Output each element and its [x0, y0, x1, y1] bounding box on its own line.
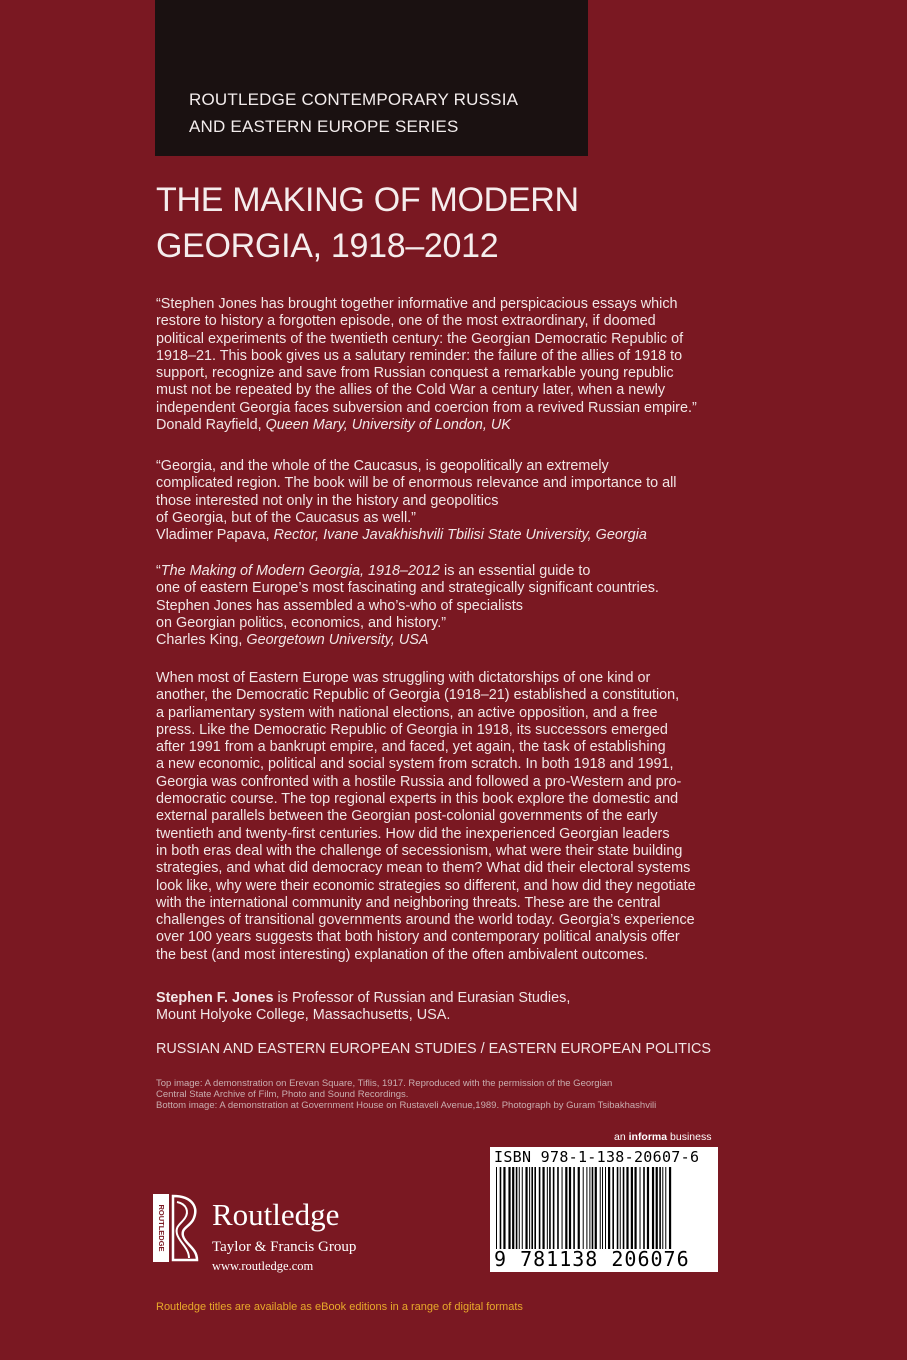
publisher-name: Routledge [212, 1197, 340, 1232]
barcode-bar [662, 1167, 663, 1249]
barcode-bar [595, 1167, 597, 1249]
quote-line: restore to history a forgotten episode, one of the most extraordinary, if doomed [156, 313, 656, 330]
barcode-bar [573, 1167, 575, 1249]
publisher-group: Taylor & Francis Group [212, 1239, 357, 1255]
quote-line: “Georgia, and the whole of the Caucasus, is geopolitically an extremely [156, 458, 609, 474]
quote-attribution [156, 417, 736, 434]
barcode-bar [578, 1167, 580, 1249]
informa-tagline [614, 1131, 711, 1143]
barcode-bar [562, 1167, 563, 1249]
barcode-bar [600, 1167, 601, 1249]
barcode-bar [631, 1167, 633, 1249]
book-description [156, 670, 736, 964]
book-title-line-1: THE MAKING OF MODERN [156, 181, 579, 219]
series-line-2: AND EASTERN EUROPE SERIES [189, 117, 459, 136]
credit-line: Central State Archive of Film, Photo and Sound Recordings. [156, 1089, 409, 1100]
endorsement-2 [156, 458, 736, 544]
description-line: When most of Eastern Europe was struggling with dictatorships of one kind or [156, 670, 651, 686]
isbn-barcode [490, 1147, 718, 1272]
barcode-bar [525, 1167, 527, 1249]
barcode-bar [531, 1167, 533, 1249]
quote-author: Vladimer Papava, [156, 527, 274, 544]
barcode-bar [608, 1167, 610, 1249]
book-title-line-2: GEORGIA, 1918–2012 [156, 227, 499, 265]
barcode-digits: 9 781138 206076 [494, 1247, 690, 1271]
quote-line: political experiments of the twentieth century: the Georgian Democratic Republic of [156, 330, 684, 347]
routledge-logo-icon [153, 1194, 201, 1262]
barcode-bar [542, 1167, 544, 1249]
barcode-bar [512, 1167, 514, 1249]
barcode-bar [503, 1167, 505, 1249]
barcode-bar [508, 1167, 510, 1249]
barcode-bar [529, 1167, 530, 1249]
description-line: the best (and most interesting) explanation of the often ambivalent outcomes. [156, 946, 648, 963]
quote-attribution [156, 527, 736, 544]
barcode-bar [557, 1167, 559, 1249]
barcode-bar [665, 1167, 666, 1249]
description-line: in both eras deal with the challenge of secessionism, what were their state building [156, 842, 683, 859]
barcode-bar [652, 1167, 654, 1249]
open-quote: “ [156, 563, 161, 579]
quote-line: support, recognize and save from Russian conquest a remarkable young republic [156, 365, 674, 382]
description-line: a new economic, political and social system from scratch. In both 1918 and 1991, [156, 756, 674, 773]
description-line: twentieth and twenty-first centuries. How did the inexperienced Georgian leaders [156, 825, 670, 842]
author-bio-rest: is Professor of Russian and Eurasian Studies, [273, 990, 571, 1006]
endorsement-1 [156, 296, 736, 434]
barcode-bar [605, 1167, 606, 1249]
barcode-bar [656, 1167, 658, 1249]
quote-affiliation: Queen Mary, University of London, UK [265, 417, 511, 434]
barcode-bar [612, 1167, 614, 1249]
description-line: another, the Democratic Republic of Georgia (1918–21) established a constitution, [156, 687, 680, 704]
author-bio-line-2: Mount Holyoke College, Massachusetts, USA. [156, 1007, 451, 1024]
description-line: democratic course. The top regional experts in this book explore the domestic and [156, 791, 679, 808]
barcode-bar [569, 1167, 571, 1249]
barcode-bar [522, 1167, 523, 1249]
subject-categories: RUSSIAN AND EASTERN EUROPEAN STUDIES / EASTERN EUROPEAN POLITICS [156, 1041, 711, 1057]
credit-line: Top image: A demonstration on Erevan Square, Tiflis, 1917. Reproduced with the permission of the Georgian [156, 1078, 613, 1089]
barcode-bar [565, 1167, 567, 1249]
endorsement-3 [156, 563, 736, 649]
barcode-bar [539, 1167, 541, 1249]
barcode-bar [549, 1167, 551, 1249]
description-line: look like, why were their economic strategies so different, and how did they negotiate [156, 877, 696, 894]
quote-line: those interested not only in the history and geopolitics [156, 492, 499, 509]
barcode-bar [617, 1167, 619, 1249]
quote-author: Donald Rayfield, [156, 417, 266, 434]
logo-vertical-text: ROUTLEDGE [157, 1204, 167, 1252]
series-banner [155, 0, 588, 156]
barcode-bar [634, 1167, 636, 1249]
image-credits [156, 1078, 656, 1111]
quote-line: independent Georgia faces subversion and coercion from a revived Russian empire.” [156, 399, 697, 416]
barcode-bar [516, 1167, 518, 1249]
quote-attribution [156, 632, 736, 649]
quote-line: Stephen Jones has assembled a who’s-who of specialists [156, 597, 523, 614]
quote-author: Charles King, [156, 632, 247, 649]
quote-line: complicated region. The book will be of enormous relevance and importance to all [156, 475, 677, 492]
barcode-bar [583, 1167, 584, 1249]
quote-book-title: The Making of Modern Georgia, 1918–2012 [160, 563, 440, 579]
ebook-note: Routledge titles are available as eBook editions in a range of digital formats [156, 1301, 523, 1313]
barcode-bar [602, 1167, 603, 1249]
barcode-bars [494, 1167, 714, 1249]
barcode-bar [553, 1167, 555, 1249]
quote-affiliation: Rector, Ivane Javakhishvili Tbilisi State University, Georgia [273, 527, 647, 544]
quote-line: must not be repeated by the allies of the Cold War a century later, when a newly [156, 382, 666, 399]
quote-line: of Georgia, but of the Caucasus as well.” [156, 509, 416, 526]
barcode-bar [519, 1167, 520, 1249]
barcode-bar [534, 1167, 536, 1249]
description-line: a parliamentary system with national elections, an active opposition, and a free [156, 704, 658, 721]
description-line: strategies, and what did democracy mean to them? What did their electoral systems [156, 860, 691, 877]
description-line: with the international community and neighboring threats. These are the central [156, 894, 661, 911]
barcode-bar [626, 1167, 628, 1249]
informa-brand: informa [628, 1131, 668, 1143]
isbn-text: ISBN 978-1-138-20607-6 [494, 1148, 700, 1166]
barcode-bar [669, 1167, 671, 1249]
credit-line: Bottom image: A demonstration at Government House on Rustaveli Avenue,1989. Photograph by Guram Tsibakhashvili [156, 1100, 657, 1111]
barcode-bar [623, 1167, 625, 1249]
quote-line [156, 563, 736, 580]
author-name: Stephen F. Jones [156, 990, 274, 1006]
author-bio [156, 990, 736, 1025]
description-line: Georgia was confronted with a hostile Russia and followed a pro-Western and pro- [156, 773, 682, 790]
barcode-bar [547, 1167, 548, 1249]
barcode-bar [647, 1167, 649, 1249]
description-line: challenges of transitional governments around the world today. Georgia’s experience [156, 912, 695, 929]
series-line-1: ROUTLEDGE CONTEMPORARY RUSSIA [189, 90, 519, 109]
barcode-bar [620, 1167, 621, 1249]
informa-prefix: an [614, 1131, 629, 1143]
description-line: press. Like the Democratic Republic of Georgia in 1918, its successors emerged [156, 721, 668, 738]
author-bio-line-1 [156, 990, 736, 1007]
barcode-bar [592, 1167, 594, 1249]
barcode-bar [643, 1167, 645, 1249]
description-line: over 100 years suggests that both history and contemporary political analysis offer [156, 929, 680, 946]
barcode-bar [589, 1167, 590, 1249]
quote-line: on Georgian politics, economics, and history.” [156, 614, 447, 631]
quote-line: one of eastern Europe’s most fascinating and strategically significant countries. [156, 580, 659, 597]
quote-line: 1918–21. This book gives us a salutary reminder: the failure of the allies of 1918 to [156, 347, 683, 364]
barcode-bar [500, 1167, 502, 1249]
quote-line: “Stephen Jones has brought together informative and perspicacious essays which [156, 296, 678, 312]
description-line: after 1991 from a bankrupt empire, and faced, yet again, the task of establishing [156, 739, 666, 756]
barcode-bar [496, 1167, 497, 1249]
quote-affiliation: Georgetown University, USA [246, 632, 429, 649]
publisher-url: www.routledge.com [212, 1259, 314, 1273]
quote-line-rest: is an essential guide to [440, 563, 591, 579]
description-line: external parallels between the Georgian post-colonial governments of the early [156, 808, 658, 825]
barcode-bar [659, 1167, 661, 1249]
barcode-bar [640, 1167, 641, 1249]
barcode-bar [586, 1167, 587, 1249]
informa-suffix: business [667, 1131, 712, 1143]
